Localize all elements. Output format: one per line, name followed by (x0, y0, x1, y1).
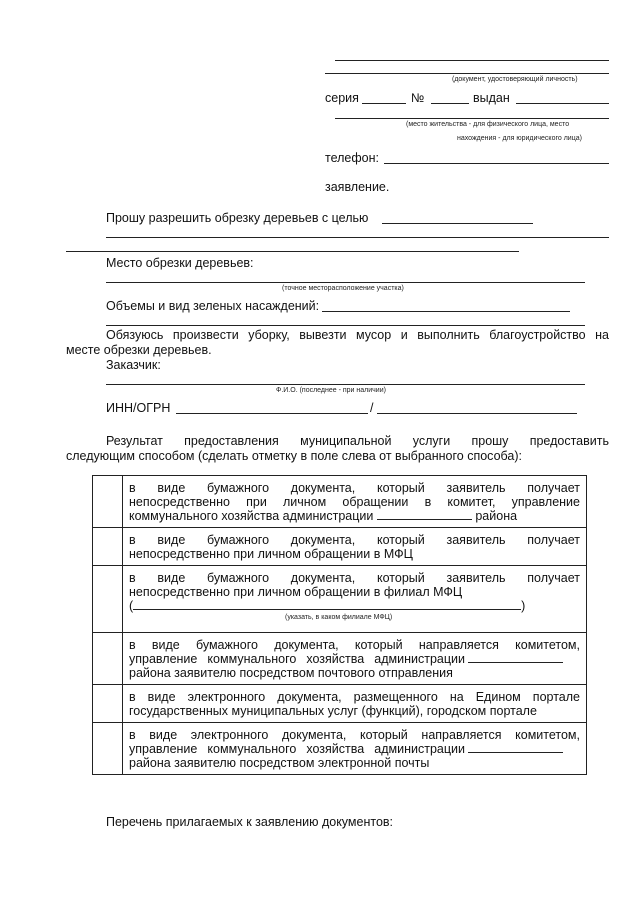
option-text (123, 723, 587, 775)
inn-label: ИНН/ОГРН (106, 401, 171, 415)
obligation-line-2: месте обрезки деревьев. (66, 343, 212, 357)
fio-caption: Ф.И.О. (последнее - при наличии) (276, 387, 386, 394)
address-caption-1: (место жительства - для физического лица, место (406, 121, 570, 128)
option-line: в виде бумажного документа, который заявитель получает (129, 481, 580, 495)
option-line: в виде электронного документа, размещенного на Едином портале (129, 690, 580, 704)
customer-label: Заказчик: (106, 358, 161, 372)
option-checkbox[interactable] (93, 528, 123, 566)
option-line: коммунального хозяйства администрации района (129, 509, 518, 523)
result-line-1: Результат предоставления муниципальной услуги прошу предоставить (106, 434, 609, 448)
phone-field[interactable] (384, 163, 609, 164)
option-text (123, 685, 587, 723)
inn-separator: / (370, 401, 374, 415)
option-row (93, 476, 587, 528)
phone-label: телефон: (325, 151, 379, 165)
district-field[interactable] (377, 509, 472, 520)
volume-line-2[interactable] (106, 325, 585, 326)
address-caption-2: нахождения - для юридического лица) (457, 135, 582, 142)
statement-label: заявление. (325, 180, 390, 194)
delivery-options-table (92, 475, 587, 775)
volume-field[interactable] (322, 311, 570, 312)
result-line-2: следующим способом (сделать отметку в поле слева от выбранного способа): (66, 449, 522, 463)
number-field[interactable] (431, 103, 469, 104)
mfc-branch-caption: (указать, в каком филиале МФЦ) (285, 614, 393, 621)
ogrn-field[interactable] (377, 413, 577, 414)
place-field[interactable] (106, 282, 585, 283)
option-line: непосредственно при личном обращении в филиал МФЦ (129, 585, 463, 599)
volume-label: Объемы и вид зеленых насаждений: (106, 299, 320, 313)
seria-field[interactable] (362, 103, 406, 104)
obligation-line-1: Обязуюсь произвести уборку, вывезти мусор и выполнить благоустройство на (106, 328, 609, 342)
request-text: Прошу разрешить обрезку деревьев с целью (106, 211, 369, 225)
option-line: района заявителю посредством электронной почты (129, 756, 430, 770)
option-checkbox[interactable] (93, 566, 123, 633)
option-text (123, 566, 587, 633)
option-checkbox[interactable] (93, 723, 123, 775)
issued-label: выдан (473, 91, 510, 105)
applicant-line-1[interactable] (335, 60, 609, 61)
address-line[interactable] (335, 118, 609, 119)
option-row (93, 723, 587, 775)
option-line: непосредственно при личном обращении в комитет, управление (129, 495, 580, 509)
option-checkbox[interactable] (93, 476, 123, 528)
option-line: непосредственно при личном обращении в МФЦ (129, 547, 413, 561)
option-line: управление коммунального хозяйства администрации (129, 742, 580, 756)
number-label: № (411, 91, 425, 105)
option-row (93, 685, 587, 723)
option-line: в виде электронного документа, который направляется комитетом, (129, 728, 580, 742)
customer-field[interactable] (106, 384, 585, 385)
option-row (93, 528, 587, 566)
seria-label: серия (325, 91, 359, 105)
inn-field[interactable] (176, 413, 368, 414)
option-line: в виде бумажного документа, который заявитель получает (129, 571, 580, 585)
option-text (123, 528, 587, 566)
purpose-field[interactable] (382, 223, 533, 224)
option-row (93, 566, 587, 633)
option-line: государственных муниципальных услуг (функций), городском портале (129, 704, 537, 718)
issued-field[interactable] (516, 103, 609, 104)
doc-caption: (документ, удостоверяющий личность) (452, 76, 578, 83)
place-caption: (точное месторасположение участка) (282, 285, 404, 292)
option-line: управление коммунального хозяйства администрации (129, 652, 580, 666)
option-checkbox[interactable] (93, 633, 123, 685)
option-line: ( ) (129, 599, 526, 613)
district-field[interactable] (468, 652, 563, 663)
applicant-doc-line[interactable] (325, 73, 609, 74)
mfc-branch-field[interactable] (133, 599, 521, 610)
place-label: Место обрезки деревьев: (106, 256, 254, 270)
option-line: района заявителю посредством почтового отправления (129, 666, 453, 680)
attachments-label: Перечень прилагаемых к заявлению документов: (106, 815, 394, 829)
purpose-line-2[interactable] (106, 237, 609, 238)
district-field[interactable] (468, 742, 563, 753)
option-checkbox[interactable] (93, 685, 123, 723)
option-text (123, 476, 587, 528)
option-text (123, 633, 587, 685)
option-line: в виде бумажного документа, который направляется комитетом, (129, 638, 580, 652)
option-row (93, 633, 587, 685)
option-line: в виде бумажного документа, который заявитель получает (129, 533, 580, 547)
purpose-line-3[interactable] (66, 251, 519, 252)
